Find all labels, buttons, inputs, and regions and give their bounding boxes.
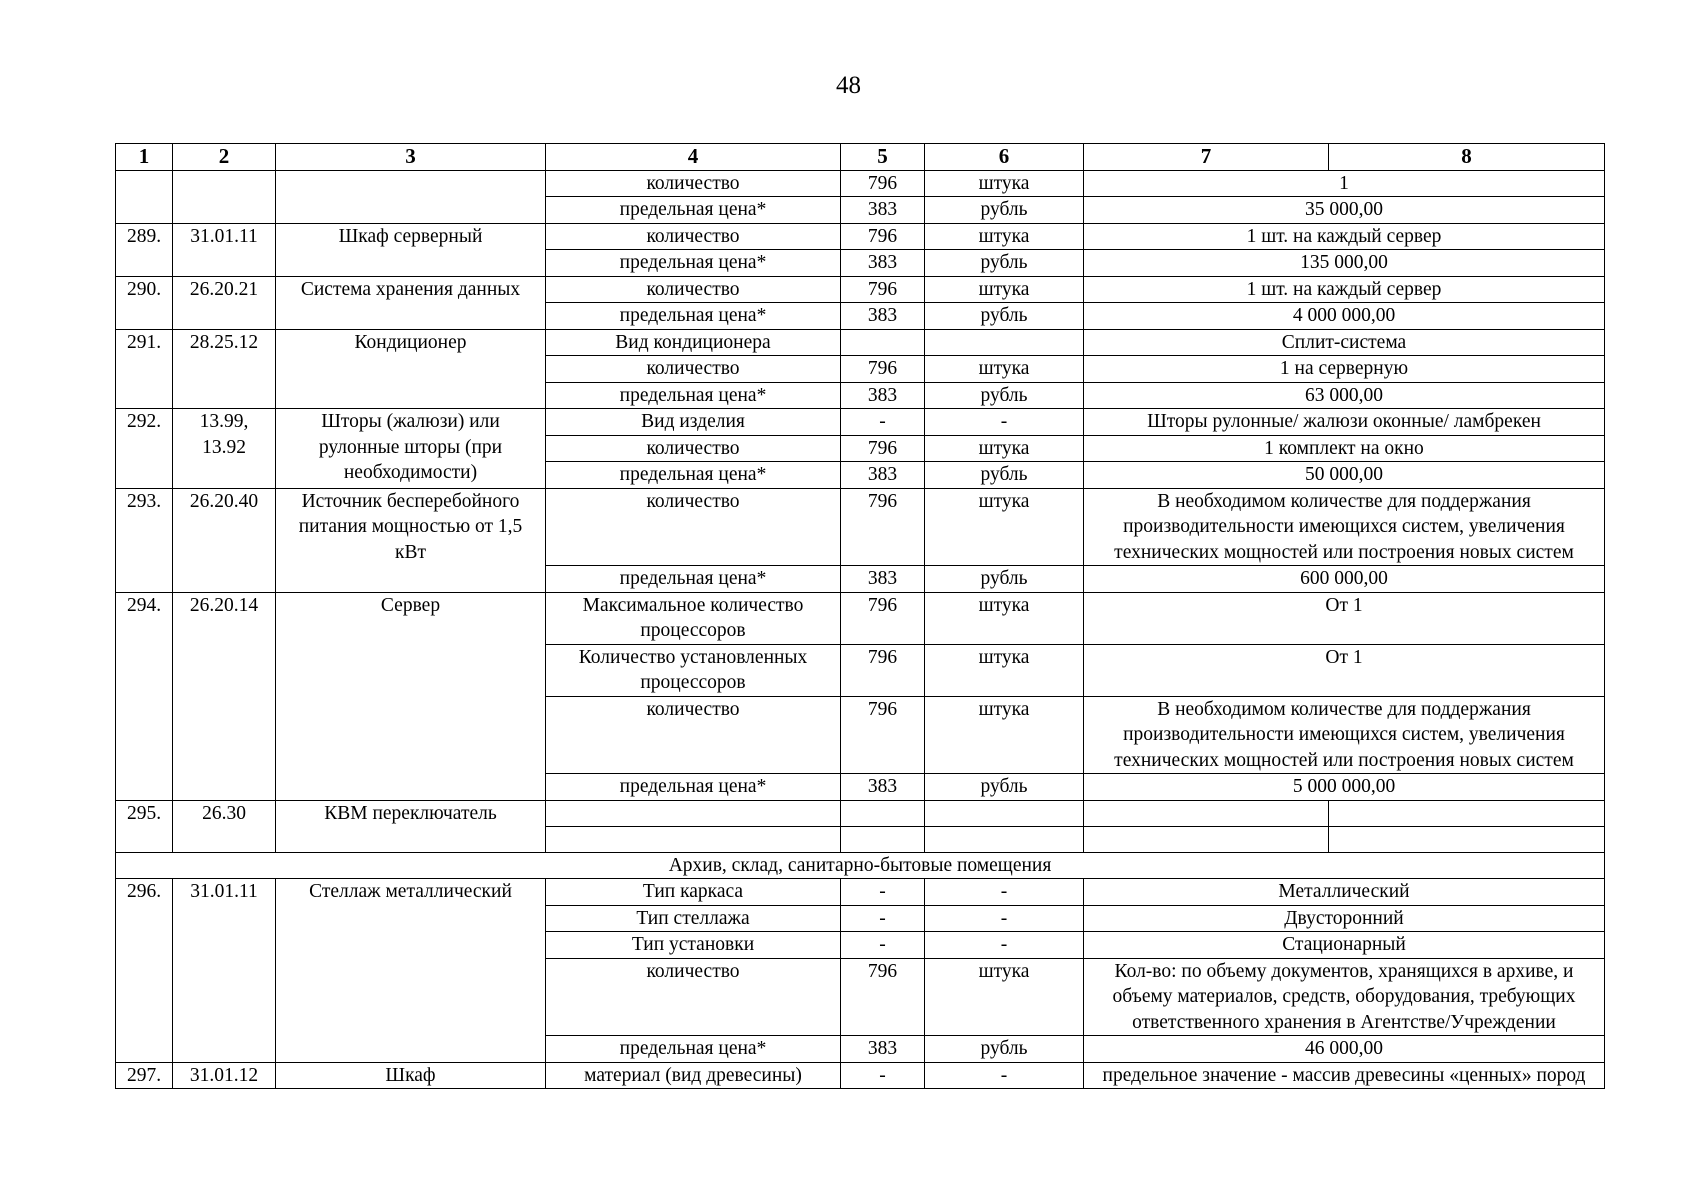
characteristic-cell: предельная цена*	[546, 197, 841, 224]
item-name-cell: Стеллаж металлический	[276, 879, 546, 1063]
unit-name-cell: рубль	[925, 774, 1084, 801]
item-number-cell: 293.	[116, 488, 173, 592]
unit-name-cell: штука	[925, 696, 1084, 774]
value-cell: 4 000 000,00	[1084, 303, 1605, 330]
characteristic-cell: количество	[546, 170, 841, 197]
page-number: 48	[836, 72, 861, 99]
column-number: 3	[276, 144, 546, 171]
characteristic-cell: Количество установленных процессоров	[546, 644, 841, 696]
characteristic-cell: Вид изделия	[546, 409, 841, 436]
unit-name-cell: -	[925, 409, 1084, 436]
unit-name-cell: рубль	[925, 303, 1084, 330]
unit-code-cell: 796	[841, 592, 925, 644]
value-cell: 1	[1084, 170, 1605, 197]
item-name-cell: Шторы (жалюзи) или рулонные шторы (при необходимости)	[276, 409, 546, 489]
unit-name-cell: -	[925, 932, 1084, 959]
characteristic-cell: предельная цена*	[546, 303, 841, 330]
characteristic-cell: предельная цена*	[546, 462, 841, 489]
value-cell: Шторы рулонные/ жалюзи оконные/ ламбрекен	[1084, 409, 1605, 436]
item-number-cell: 296.	[116, 879, 173, 1063]
value-cell	[1084, 800, 1329, 826]
table-row	[116, 1062, 1605, 1089]
item-name-cell: Шкаф серверный	[276, 223, 546, 276]
specification-table	[115, 143, 1605, 1089]
unit-code-cell: 796	[841, 356, 925, 383]
item-name-cell: Система хранения данных	[276, 276, 546, 329]
unit-code-cell: -	[841, 409, 925, 436]
unit-name-cell: штука	[925, 356, 1084, 383]
unit-code-cell: 796	[841, 696, 925, 774]
value-cell: Металлический	[1084, 879, 1605, 906]
item-name-cell: КВМ переключатель	[276, 800, 546, 852]
item-code-cell: 31.01.11	[173, 879, 276, 1063]
unit-code-cell: -	[841, 1062, 925, 1089]
section-row	[116, 852, 1605, 879]
item-code-cell: 26.20.14	[173, 592, 276, 800]
characteristic-cell: материал (вид древесины)	[546, 1062, 841, 1089]
value-cell: В необходимом количестве для поддержания производительности имеющихся систем, увеличения технических мощностей или построения новых систем	[1084, 696, 1605, 774]
unit-name-cell: штука	[925, 958, 1084, 1036]
item-number-cell: 294.	[116, 592, 173, 800]
table-row	[116, 800, 1605, 826]
characteristic-cell: количество	[546, 276, 841, 303]
table-row	[116, 223, 1605, 250]
unit-name-cell: -	[925, 1062, 1084, 1089]
characteristic-cell: Вид кондиционера	[546, 329, 841, 356]
characteristic-cell: предельная цена*	[546, 774, 841, 801]
unit-code-cell: 383	[841, 1036, 925, 1063]
characteristic-cell: количество	[546, 435, 841, 462]
value-cell: В необходимом количестве для поддержания производительности имеющихся систем, увеличения технических мощностей или построения новых систем	[1084, 488, 1605, 566]
unit-code-cell: 383	[841, 462, 925, 489]
unit-name-cell: рубль	[925, 382, 1084, 409]
unit-code-cell: 796	[841, 435, 925, 462]
value-cell: 1 шт. на каждый сервер	[1084, 276, 1605, 303]
characteristic-cell: Тип стеллажа	[546, 905, 841, 932]
unit-code-cell: 796	[841, 958, 925, 1036]
table-row	[116, 592, 1605, 644]
item-number-cell: 289.	[116, 223, 173, 276]
unit-name-cell: штука	[925, 276, 1084, 303]
value-cell	[1329, 800, 1605, 826]
characteristic-cell: предельная цена*	[546, 566, 841, 593]
table-row	[116, 488, 1605, 566]
value-cell: 1 комплект на окно	[1084, 435, 1605, 462]
value-cell: 1 шт. на каждый сервер	[1084, 223, 1605, 250]
characteristic-cell	[546, 800, 841, 826]
value-cell: 63 000,00	[1084, 382, 1605, 409]
unit-code-cell: 796	[841, 488, 925, 566]
item-name-cell: Источник бесперебойного питания мощностью от 1,5 кВт	[276, 488, 546, 592]
unit-code-cell: -	[841, 879, 925, 906]
column-number: 6	[925, 144, 1084, 171]
unit-code-cell: 796	[841, 170, 925, 197]
unit-code-cell	[841, 826, 925, 852]
value-cell	[1329, 826, 1605, 852]
value-cell: Кол-во: по объему документов, хранящихся в архиве, и объему материалов, средств, оборудования, требующих ответственного хранения в Агентстве/Учреждении	[1084, 958, 1605, 1036]
unit-code-cell: 383	[841, 774, 925, 801]
item-number-cell: 297.	[116, 1062, 173, 1089]
characteristic-cell: предельная цена*	[546, 250, 841, 277]
value-cell: 5 000 000,00	[1084, 774, 1605, 801]
table-row	[116, 276, 1605, 303]
item-number-cell: 291.	[116, 329, 173, 409]
unit-code-cell: 383	[841, 250, 925, 277]
item-name-cell: Сервер	[276, 592, 546, 800]
item-number-cell: 295.	[116, 800, 173, 852]
characteristic-cell: количество	[546, 696, 841, 774]
value-cell: 135 000,00	[1084, 250, 1605, 277]
value-cell	[1084, 826, 1329, 852]
value-cell: От 1	[1084, 644, 1605, 696]
unit-name-cell: рубль	[925, 462, 1084, 489]
column-number: 5	[841, 144, 925, 171]
value-cell: 35 000,00	[1084, 197, 1605, 224]
unit-name-cell: -	[925, 905, 1084, 932]
item-code-cell	[173, 170, 276, 223]
item-name-cell: Кондиционер	[276, 329, 546, 409]
item-code-cell: 26.20.40	[173, 488, 276, 592]
table-row	[116, 170, 1605, 197]
characteristic-cell: Максимальное количество процессоров	[546, 592, 841, 644]
value-cell: От 1	[1084, 592, 1605, 644]
column-number: 2	[173, 144, 276, 171]
characteristic-cell	[546, 826, 841, 852]
column-number: 1	[116, 144, 173, 171]
value-cell: 50 000,00	[1084, 462, 1605, 489]
unit-name-cell: штука	[925, 223, 1084, 250]
table-row	[116, 409, 1605, 436]
unit-name-cell: -	[925, 879, 1084, 906]
column-number-row	[116, 144, 1605, 171]
unit-code-cell	[841, 800, 925, 826]
unit-code-cell: 383	[841, 197, 925, 224]
item-code-cell: 31.01.11	[173, 223, 276, 276]
unit-name-cell	[925, 329, 1084, 356]
unit-name-cell: штука	[925, 435, 1084, 462]
characteristic-cell: количество	[546, 356, 841, 383]
value-cell: 46 000,00	[1084, 1036, 1605, 1063]
column-number: 4	[546, 144, 841, 171]
unit-name-cell: рубль	[925, 1036, 1084, 1063]
unit-name-cell: рубль	[925, 566, 1084, 593]
unit-code-cell: 796	[841, 223, 925, 250]
item-code-cell: 13.99, 13.92	[173, 409, 276, 489]
characteristic-cell: Тип установки	[546, 932, 841, 959]
item-code-cell: 31.01.12	[173, 1062, 276, 1089]
unit-code-cell: 383	[841, 303, 925, 330]
unit-code-cell: 796	[841, 644, 925, 696]
item-code-cell: 26.30	[173, 800, 276, 852]
characteristic-cell: Тип каркаса	[546, 879, 841, 906]
characteristic-cell: предельная цена*	[546, 382, 841, 409]
column-number: 7	[1084, 144, 1329, 171]
value-cell: Стационарный	[1084, 932, 1605, 959]
characteristic-cell: количество	[546, 958, 841, 1036]
characteristic-cell: предельная цена*	[546, 1036, 841, 1063]
value-cell: предельное значение - массив древесины «ценных» пород	[1084, 1062, 1605, 1089]
unit-name-cell	[925, 800, 1084, 826]
column-number: 8	[1329, 144, 1605, 171]
item-name-cell	[276, 170, 546, 223]
unit-code-cell: -	[841, 905, 925, 932]
item-code-cell: 26.20.21	[173, 276, 276, 329]
characteristic-cell: количество	[546, 223, 841, 250]
item-name-cell: Шкаф	[276, 1062, 546, 1089]
unit-code-cell: 383	[841, 382, 925, 409]
section-title: Архив, склад, санитарно-бытовые помещения	[116, 852, 1605, 879]
item-code-cell: 28.25.12	[173, 329, 276, 409]
unit-code-cell: 796	[841, 276, 925, 303]
unit-name-cell: штука	[925, 488, 1084, 566]
table-row	[116, 329, 1605, 356]
item-number-cell	[116, 170, 173, 223]
value-cell: Сплит-система	[1084, 329, 1605, 356]
value-cell: 1 на серверную	[1084, 356, 1605, 383]
table-row	[116, 879, 1605, 906]
item-number-cell: 292.	[116, 409, 173, 489]
item-number-cell: 290.	[116, 276, 173, 329]
unit-code-cell: -	[841, 932, 925, 959]
unit-name-cell: штука	[925, 592, 1084, 644]
value-cell: 600 000,00	[1084, 566, 1605, 593]
unit-name-cell	[925, 826, 1084, 852]
unit-code-cell: 383	[841, 566, 925, 593]
characteristic-cell: количество	[546, 488, 841, 566]
unit-name-cell: рубль	[925, 197, 1084, 224]
unit-code-cell	[841, 329, 925, 356]
unit-name-cell: штука	[925, 170, 1084, 197]
value-cell: Двусторонний	[1084, 905, 1605, 932]
unit-name-cell: рубль	[925, 250, 1084, 277]
unit-name-cell: штука	[925, 644, 1084, 696]
